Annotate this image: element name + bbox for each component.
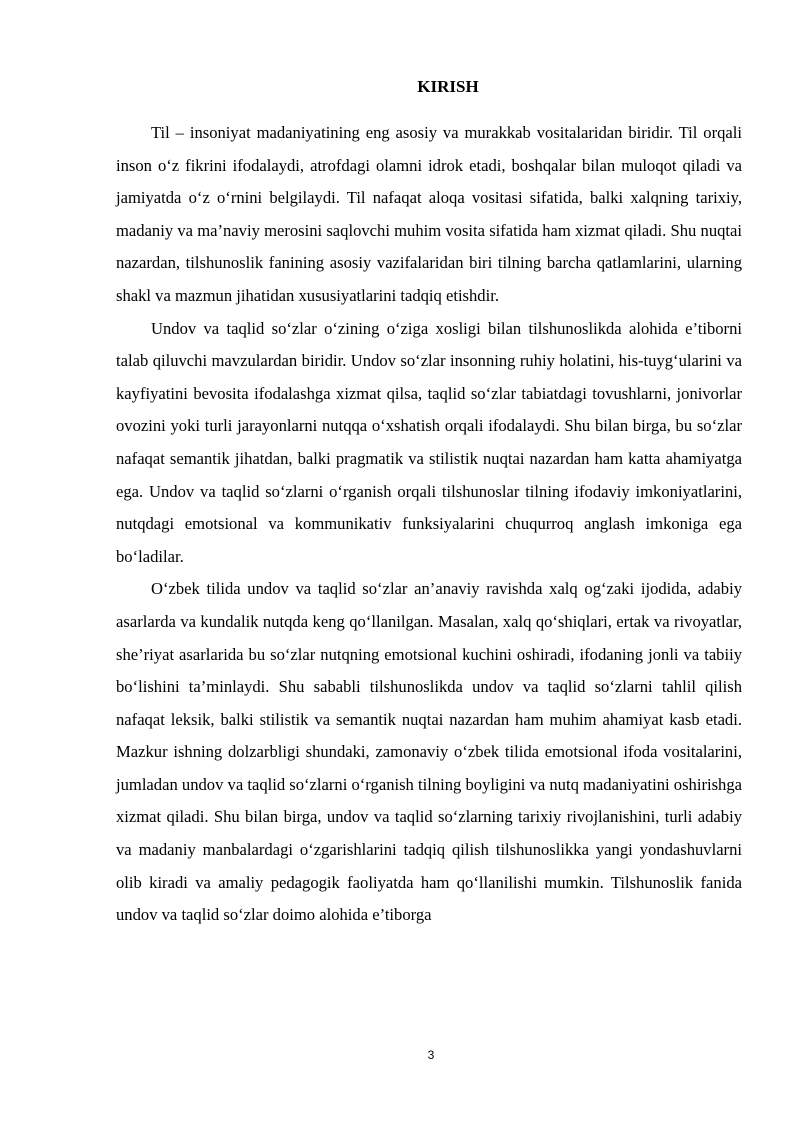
page-number: 3: [427, 1048, 435, 1062]
body-text: [116, 117, 742, 932]
paragraph: Undov va taqlid so‘zlar o‘zining o‘ziga xosligi bilan tilshunoslikda alohida e’tiborni talab qiluvchi mavzulardan biridir. Undov so‘zlar insonning ruhiy holatini, his-tuyg‘ularini va kayfiyatini bevosita ifodalashga xizmat qilsa, taqlid so‘zlar tabiatdagi tovushlarni, jonivorlar ovozini yoki turli jarayonlarni nutqqa o‘xshatish orqali ifodalaydi. Shu bilan birga, bu so‘zlar nafaqat semantik jihatdan, balki pragmatik va stilistik nuqtai nazardan ham katta ahamiyatga ega. Undov va taqlid so‘zlarni o‘rganish orqali tilshunoslar tilning ifodaviy imkoniyatlarini, nutqdagi emotsional va kommunikativ funksiyalarini chuqurroq anglash imkoniga ega bo‘ladilar.: [116, 318, 742, 566]
section-title: KIRISH: [417, 77, 479, 96]
paragraph: Til – insoniyat madaniyatining eng asosiy va murakkab vositalaridan biridir. Til orqali inson o‘z fikrini ifodalaydi, atrofdagi olamni idrok etadi, boshqalar bilan muloqot qiladi va jamiyatda o‘z o‘rnini belgilaydi. Til nafaqat aloqa vositasi sifatida, balki xalqning tarixiy, madaniy va ma’naviy merosini saqlovchi muhim vosita sifatida ham xizmat qiladi. Shu nuqtai nazardan, tilshunoslik fanining asosiy vazifalaridan biri tilning barcha qatlamlarini, ularning shakl va mazmun jihatidan xususiyatlarini tadqiq etishdir.: [116, 123, 742, 305]
paragraph: O‘zbek tilida undov va taqlid so‘zlar an’anaviy ravishda xalq og‘zaki ijodida, adabiy asarlarda va kundalik nutqda keng qo‘llanilgan. Masalan, xalq qo‘shiqlari, ertak va rivoyatlar, she’riyat asarlarida bu so‘zlar nutqning emotsional kuchini oshiradi, ifodaning jonli va tabiiy bo‘lishini ta’minlaydi. Shu sababli tilshunoslikda undov va taqlid so‘zlarni tahlil qilish nafaqat leksik, balki stilistik va semantik nuqtai nazardan ham muhim ahamiyat kasb etadi. Mazkur ishning dolzarbligi shundaki, zamonaviy o‘zbek tilida emotsional ifoda vositalarini, jumladan undov va taqlid so‘zlarni o‘rganish tilning boyligini va nutq madaniyatini oshirishga xizmat qiladi. Shu bilan birga, undov va taqlid so‘zlarning tarixiy rivojlanishini, turli adabiy va madaniy manbalardagi o‘zgarishlarini tadqiq qilish tilshunoslikka yangi yondashuvlarni olib kiradi va amaliy pedagogik faoliyatda ham qo‘llanilishi mumkin. Tilshunoslik fanida undov va taqlid so‘zlar doimo alohida e’tiborga: [116, 579, 743, 925]
